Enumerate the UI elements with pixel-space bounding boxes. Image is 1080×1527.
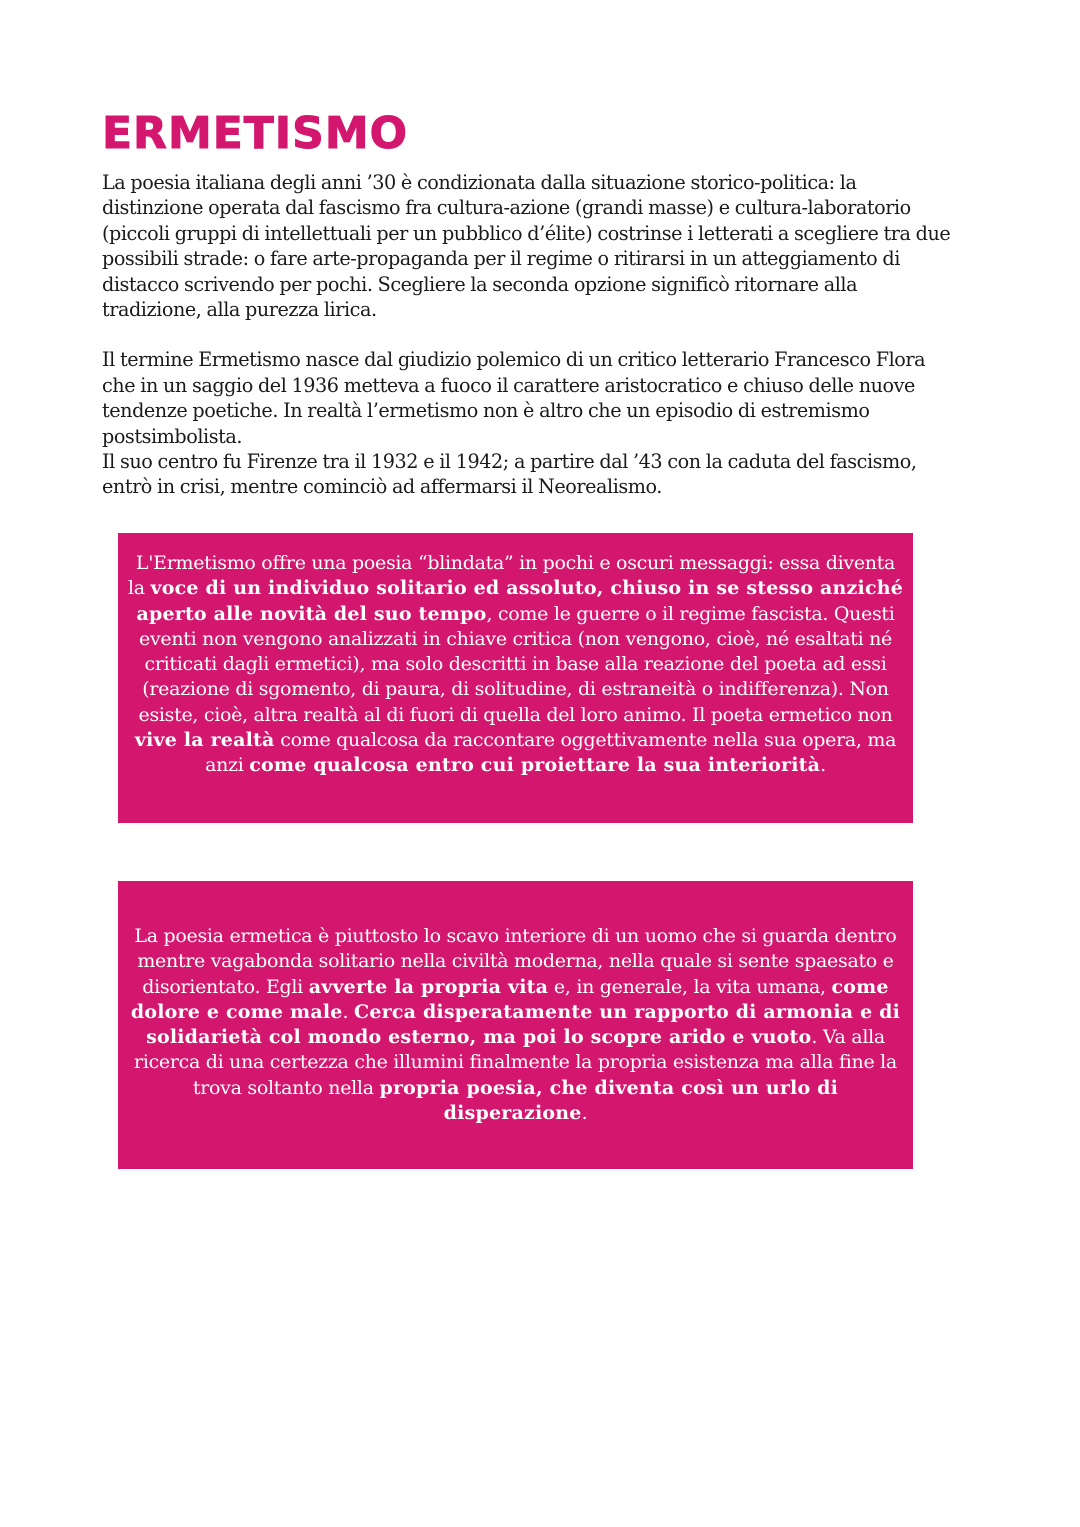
text-line: che in un saggio del 1936 metteva a fuoco il carattere aristocratico e chiuso delle nuove xyxy=(102,373,915,397)
box-bold-text: voce di un individuo solitario ed assoluto, chiuso in se stesso anziché aperto alle novità del suo tempo xyxy=(136,577,904,625)
text-line: possibili strade: o fare arte-propaganda per il regime o ritirarsi in un atteggiamento di xyxy=(102,247,900,271)
intro-paragraph-1 xyxy=(102,170,982,322)
intro-paragraph-2 xyxy=(102,347,982,449)
box-text: come qualcosa da raccontare oggettivamente nella sua opera, ma anzi xyxy=(205,729,897,777)
box-bold-text: vive la realtà xyxy=(134,729,275,752)
box-bold-text: Cerca disperatamente un rapporto di armonia e di solidarietà col mondo esterno, ma poi lo scopre arido e vuoto xyxy=(146,1000,901,1049)
text-line: tendenze poetiche. In realtà l’ermetismo non è altro che un episodio di estremismo xyxy=(102,399,870,423)
text-line: (piccoli gruppi di intellettuali per un pubblico d’élite) costrinse i letterati a scegliere tra due xyxy=(102,221,951,245)
page-title: ERMETISMO xyxy=(102,108,409,159)
text-line: Il suo centro fu Firenze tra il 1932 e il 1942; a partire dal ’43 con la caduta del fascismo, xyxy=(102,450,917,474)
highlight-box-1 xyxy=(118,533,913,823)
box-text: . xyxy=(820,754,826,777)
box-text: . xyxy=(581,1102,588,1125)
text-line: entrò in crisi, mentre cominciò ad affermarsi il Neorealismo. xyxy=(102,475,662,499)
box-text: . xyxy=(342,1000,355,1023)
highlight-box-2 xyxy=(118,881,913,1169)
text-line: La poesia italiana degli anni ’30 è condizionata dalla situazione storico-politica: la xyxy=(102,171,857,194)
text-line: distacco scrivendo per pochi. Scegliere la seconda opzione significò ritornare alla xyxy=(102,272,858,296)
box-text: La poesia ermetica è piuttosto lo scavo interiore di un uomo che si guarda dentro mentre vagabonda solitario nella civiltà moderna, nella quale si sente spaesato e disorientato. Egli xyxy=(134,925,897,998)
text-line: distinzione operata dal fascismo fra cultura-azione (grandi masse) e cultura-laboratorio xyxy=(102,196,911,220)
box-bold-text: avverte la propria vita xyxy=(308,975,549,998)
box-text: L'Ermetismo offre una poesia “blindata” in pochi e oscuri messaggi: essa diventa la xyxy=(127,552,896,600)
text-line: Il termine Ermetismo nasce dal giudizio polemico di un critico letterario Francesco Flora xyxy=(102,348,926,372)
intro-paragraph-3 xyxy=(102,449,982,500)
text-line: postsimbolista. xyxy=(102,424,243,448)
box-text: , come le guerre o il regime fascista. Questi eventi non vengono analizzati in chiave critica (non vengono, cioè, né esaltati né criticati dagli ermetici), ma solo descritti in base alla reazione del poeta ad essi (reazione di sgomento, di paura, di solitudine, di estraneità o indifferenza). Non esiste, cioè, altra realtà al di fuori di quella del loro animo. Il poeta ermetico non xyxy=(138,602,895,726)
box-bold-text: come dolore e come male xyxy=(130,975,889,1023)
text-line: tradizione, alla purezza lirica. xyxy=(102,298,377,322)
intro-text xyxy=(102,170,982,500)
box-bold-text: propria poesia, che diventa così un urlo di disperazione xyxy=(379,1076,839,1125)
box-bold-text: come qualcosa entro cui proiettare la sua interiorità xyxy=(249,754,821,777)
box-text: . Va alla ricerca di una certezza che illumini finalmente la propria esistenza ma alla fine la trova soltanto nella xyxy=(134,1026,897,1099)
box-text: e, in generale, la vita umana, xyxy=(548,975,832,998)
